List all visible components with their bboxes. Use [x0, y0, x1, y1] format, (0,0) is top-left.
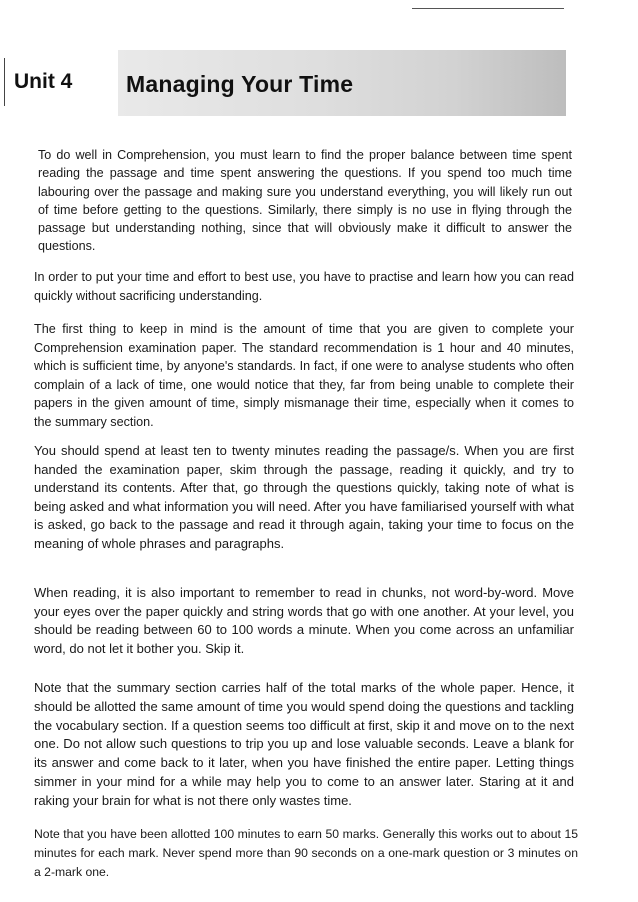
paragraph-reading-time: You should spend at least ten to twenty minutes reading the passage/s. When you are first handed the examination paper, skim through the passage, reading it quickly, and try to understand its contents. After that, go through the questions quickly, taking note of what is being asked and what information you will need. After you have familiarised yourself with what is asked, go back to the passage and read it through again, taking your time to focus on the meaning of whole phrases and paragraphs.: [34, 443, 574, 551]
top-rule: [412, 8, 564, 9]
paragraph-practise: In order to put your time and effort to best use, you have to practise and learn how you can read quickly without sacrificing understanding.: [34, 270, 574, 303]
unit-title: Managing Your Time: [126, 71, 354, 97]
margin-rule: [4, 58, 5, 106]
paragraph-intro: To do well in Comprehension, you must learn to find the proper balance between time spent reading the passage and time spent answering the questions. If you spend too much time labouring over the passage and making sure you understand everything, you will likely run out of time before getting to the questions. Similarly, there simply is no use in flying through the passage but understanding nothing, since that will obviously make it difficult to answer the questions.: [38, 148, 572, 254]
unit-label: Unit 4: [14, 70, 73, 93]
paragraph-marks: Note that you have been allotted 100 minutes to earn 50 marks. Generally this works out to about 15 minutes for each mark. Never spend more than 90 seconds on a one-mark question or 3 minutes on a 2-mark one.: [34, 827, 578, 879]
paragraph-time-given: The first thing to keep in mind is the amount of time that you are given to complete your Comprehension examination paper. The standard recommendation is 1 hour and 40 minutes, which is sufficient time, by anyone's standards. In fact, if one were to analyse students who often complain of a lack of time, one would notice that they, far from being unable to complete their papers in the given amount of time, simply mismanage their time, especially when it comes to the summary section.: [34, 322, 574, 429]
paragraph-summary: Note that the summary section carries half of the total marks of the whole paper. Hence, it should be allotted the same amount of time you would spend doing the questions and tackling the vocabulary section. If a question seems too difficult at first, skip it and move on to the next one. Do not allow such questions to trip you up and lose valuable seconds. Leave a blank for its answer and come back to it later, when you have finished the entire paper. Letting things simmer in your mind for a while may help you to come to an answer later. Staring at it and raking your brain for what is not there only wastes time.: [34, 680, 574, 808]
paragraph-chunks: When reading, it is also important to remember to read in chunks, not word-by-word. Move your eyes over the paper quickly and string words that go with one another. At your level, you should be reading between 60 to 100 words a minute. When you come across an unfamiliar word, do not let it bother you. Skip it.: [34, 585, 574, 656]
